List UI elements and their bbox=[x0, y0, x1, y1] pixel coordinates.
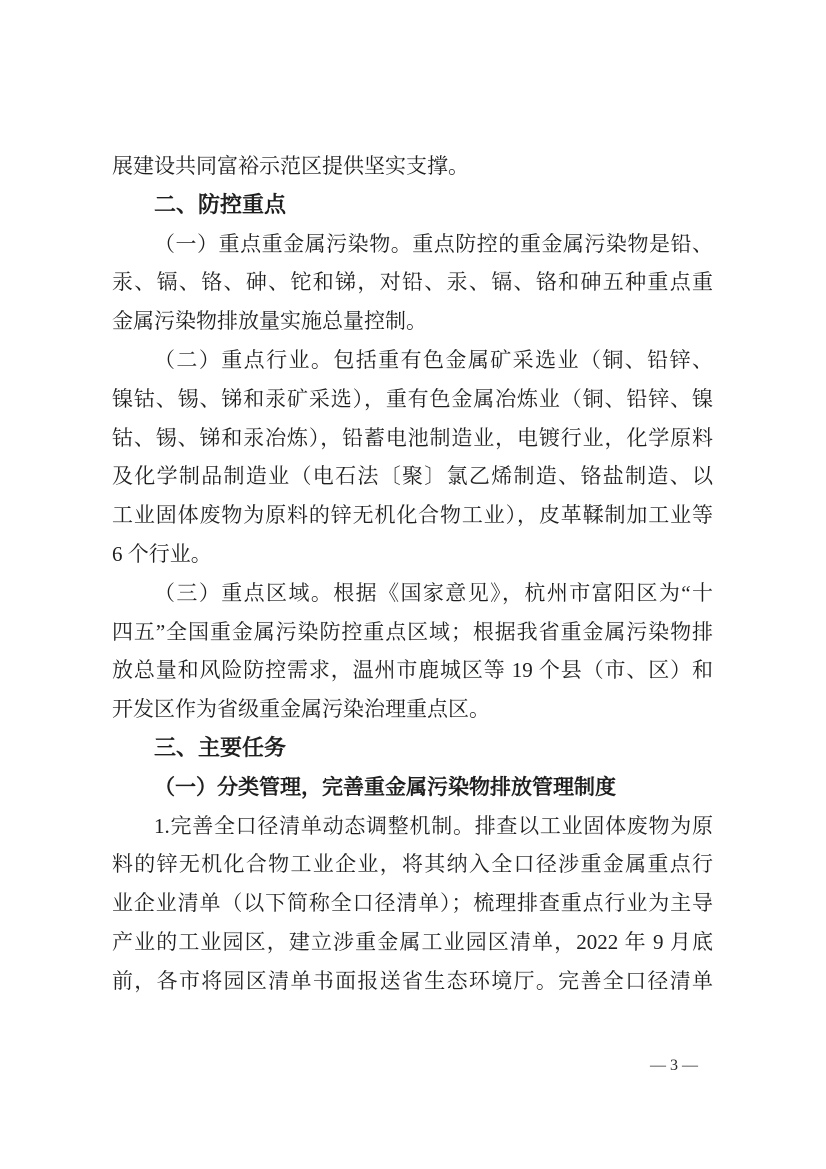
para-3-1-line-5: 前，各市将园区清单书面报送省生态环境厅。完善全口径清单 bbox=[112, 968, 713, 993]
para-2-2-line-3: 钴、锡、锑和汞冶炼），铅蓄电池制造业，电镀行业，化学原料 bbox=[112, 425, 713, 450]
para-3-1-text: 排查以工业固体废物为原 bbox=[474, 813, 713, 838]
document-body bbox=[112, 147, 713, 1001]
para-2-3-line-2: 四五”全国重金属污染防控重点区域；根据我省重金属污染物排 bbox=[112, 619, 713, 644]
para-2-2-line-6: 6 个行业。 bbox=[112, 541, 212, 566]
para-2-2-lead: （二）重点行业。 bbox=[154, 347, 334, 372]
para-3-1-lead: 1.完善全口径清单动态调整机制。 bbox=[154, 813, 475, 838]
para-3-1-line-4: 产业的工业园区，建立涉重金属工业园区清单，2022 年 9 月底 bbox=[112, 929, 713, 954]
para-2-2-line-1 bbox=[112, 341, 713, 380]
para-2-1-lead: （一）重点重金属污染物。 bbox=[154, 231, 413, 256]
para-2-2-line-4: 及化学制品制造业（电石法〔聚〕氯乙烯制造、铬盐制造、以 bbox=[112, 464, 713, 489]
para-2-3-lead: （三）重点区域。 bbox=[154, 580, 334, 605]
para-2-3-line-3: 放总量和风险防控需求，温州市鹿城区等 19 个县（市、区）和 bbox=[112, 658, 713, 683]
para-2-1-line-2: 汞、镉、铬、砷、铊和锑，对铅、汞、镉、铬和砷五种重点重 bbox=[112, 270, 713, 295]
section-2-heading: 二、防控重点 bbox=[154, 191, 287, 217]
para-2-3-text: 根据《国家意见》，杭州市富阳区为“十 bbox=[333, 580, 713, 605]
page-number: — 3 — bbox=[650, 1057, 698, 1074]
para-3-1-line-3: 业企业清单（以下简称全口径清单）；梳理排查重点行业为主导 bbox=[112, 891, 713, 916]
para-2-1-line-1 bbox=[112, 225, 713, 264]
para-2-2-line-2: 镍钴、锡、锑和汞矿采选），重有色金属冶炼业（铜、铅锌、镍 bbox=[112, 386, 713, 411]
para-2-3-line-1 bbox=[112, 574, 713, 613]
para-2-3-line-4: 开发区作为省级重金属污染治理重点区。 bbox=[112, 697, 490, 722]
continued-paragraph-line: 展建设共同富裕示范区提供坚实支撑。 bbox=[112, 154, 469, 178]
para-3-1-line-2: 料的锌无机化合物工业企业，将其纳入全口径涉重金属重点行 bbox=[112, 852, 713, 877]
para-2-2-text: 包括重有色金属矿采选业（铜、铅锌、 bbox=[333, 347, 713, 372]
para-2-1-text: 重点防控的重金属污染物是铅、 bbox=[412, 231, 713, 256]
para-2-2-line-5: 工业固体废物为原料的锌无机化合物工业），皮革鞣制加工业等 bbox=[112, 503, 713, 528]
section-3-sub-1-heading: （一）分类管理，完善重金属污染物排放管理制度 bbox=[154, 774, 616, 799]
para-2-1-line-3: 金属污染物排放量实施总量控制。 bbox=[112, 309, 427, 334]
section-3-heading: 三、主要任务 bbox=[154, 734, 287, 760]
para-3-1-line-1 bbox=[112, 807, 713, 846]
